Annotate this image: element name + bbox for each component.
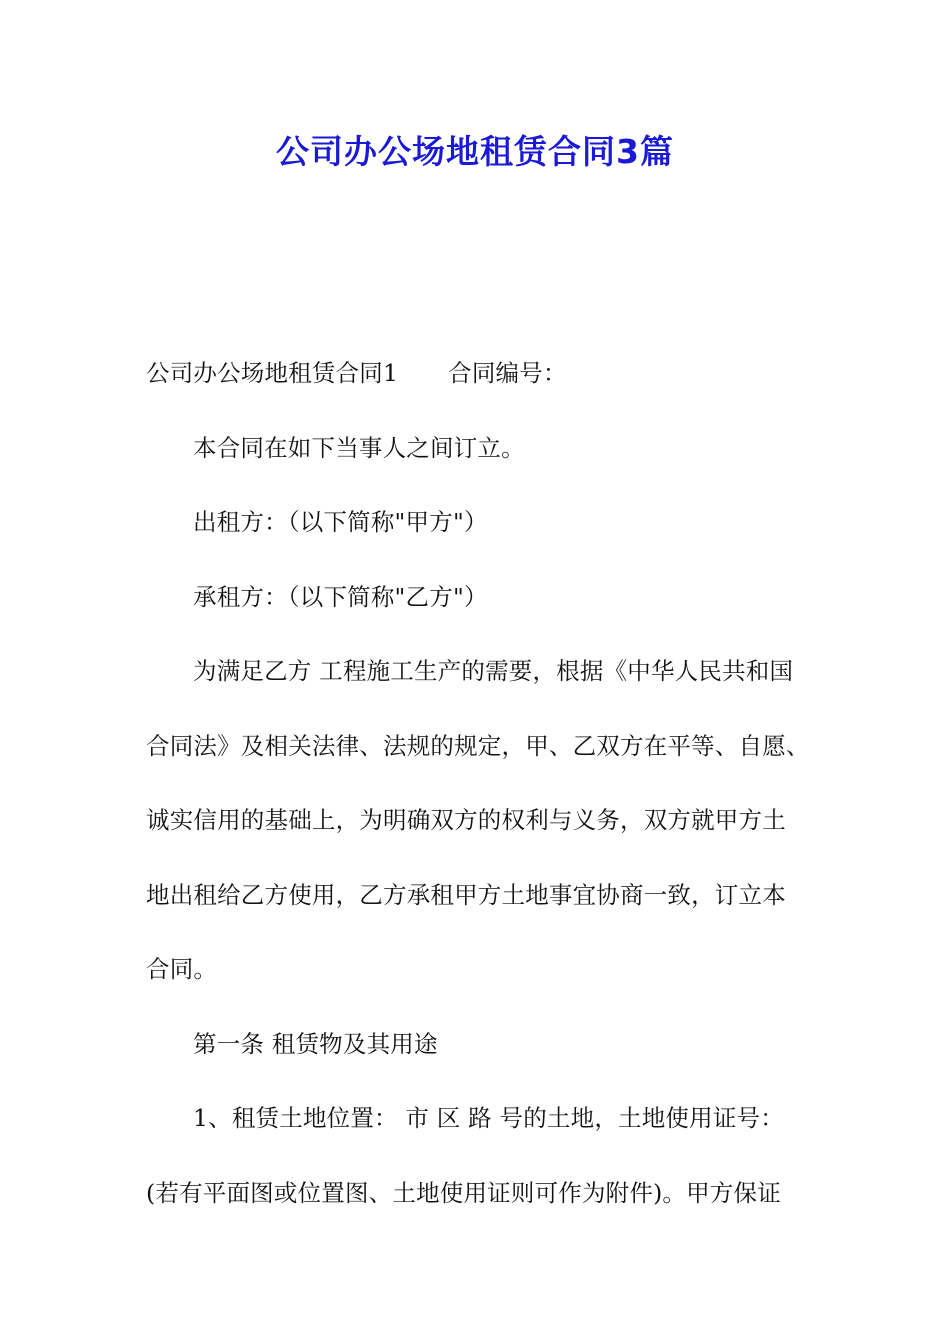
paragraph-line: 承租方：（以下简称"乙方"）: [193, 582, 488, 611]
paragraph-line: 出租方：（以下简称"甲方"）: [193, 508, 488, 536]
contract-heading: 公司办公场地租赁合同1: [146, 359, 399, 387]
section-heading: 第一条 租赁物及其用途: [193, 1029, 438, 1058]
document-body: [146, 336, 836, 1230]
document-title: 公司办公场地租赁合同3篇: [276, 132, 674, 171]
paragraph-line: 为满足乙方 工程施工生产的需要，根据《中华人民共和国: [193, 657, 794, 685]
paragraph-line: 合同法》及相关法律、法规的规定，甲、乙双方在平等、自愿、: [146, 731, 810, 760]
paragraph-line: 诚实信用的基础上，为明确双方的权利与义务，双方就甲方土: [146, 806, 786, 834]
paragraph-line: [146, 336, 836, 411]
paragraph-line: 合同。: [146, 955, 218, 983]
paragraph-line: 本合同在如下当事人之间订立。: [193, 433, 525, 462]
paragraph-line: 1、租赁土地位置： 市 区 路 号的土地，土地使用证号：: [193, 1104, 784, 1132]
paragraph-line: 地出租给乙方使用，乙方承租甲方土地事宜协商一致，订立本: [146, 880, 786, 909]
contract-number-label: 合同编号：: [448, 359, 567, 387]
paragraph-line: (若有平面图或位置图、土地使用证则可作为附件)。甲方保证: [146, 1178, 781, 1207]
